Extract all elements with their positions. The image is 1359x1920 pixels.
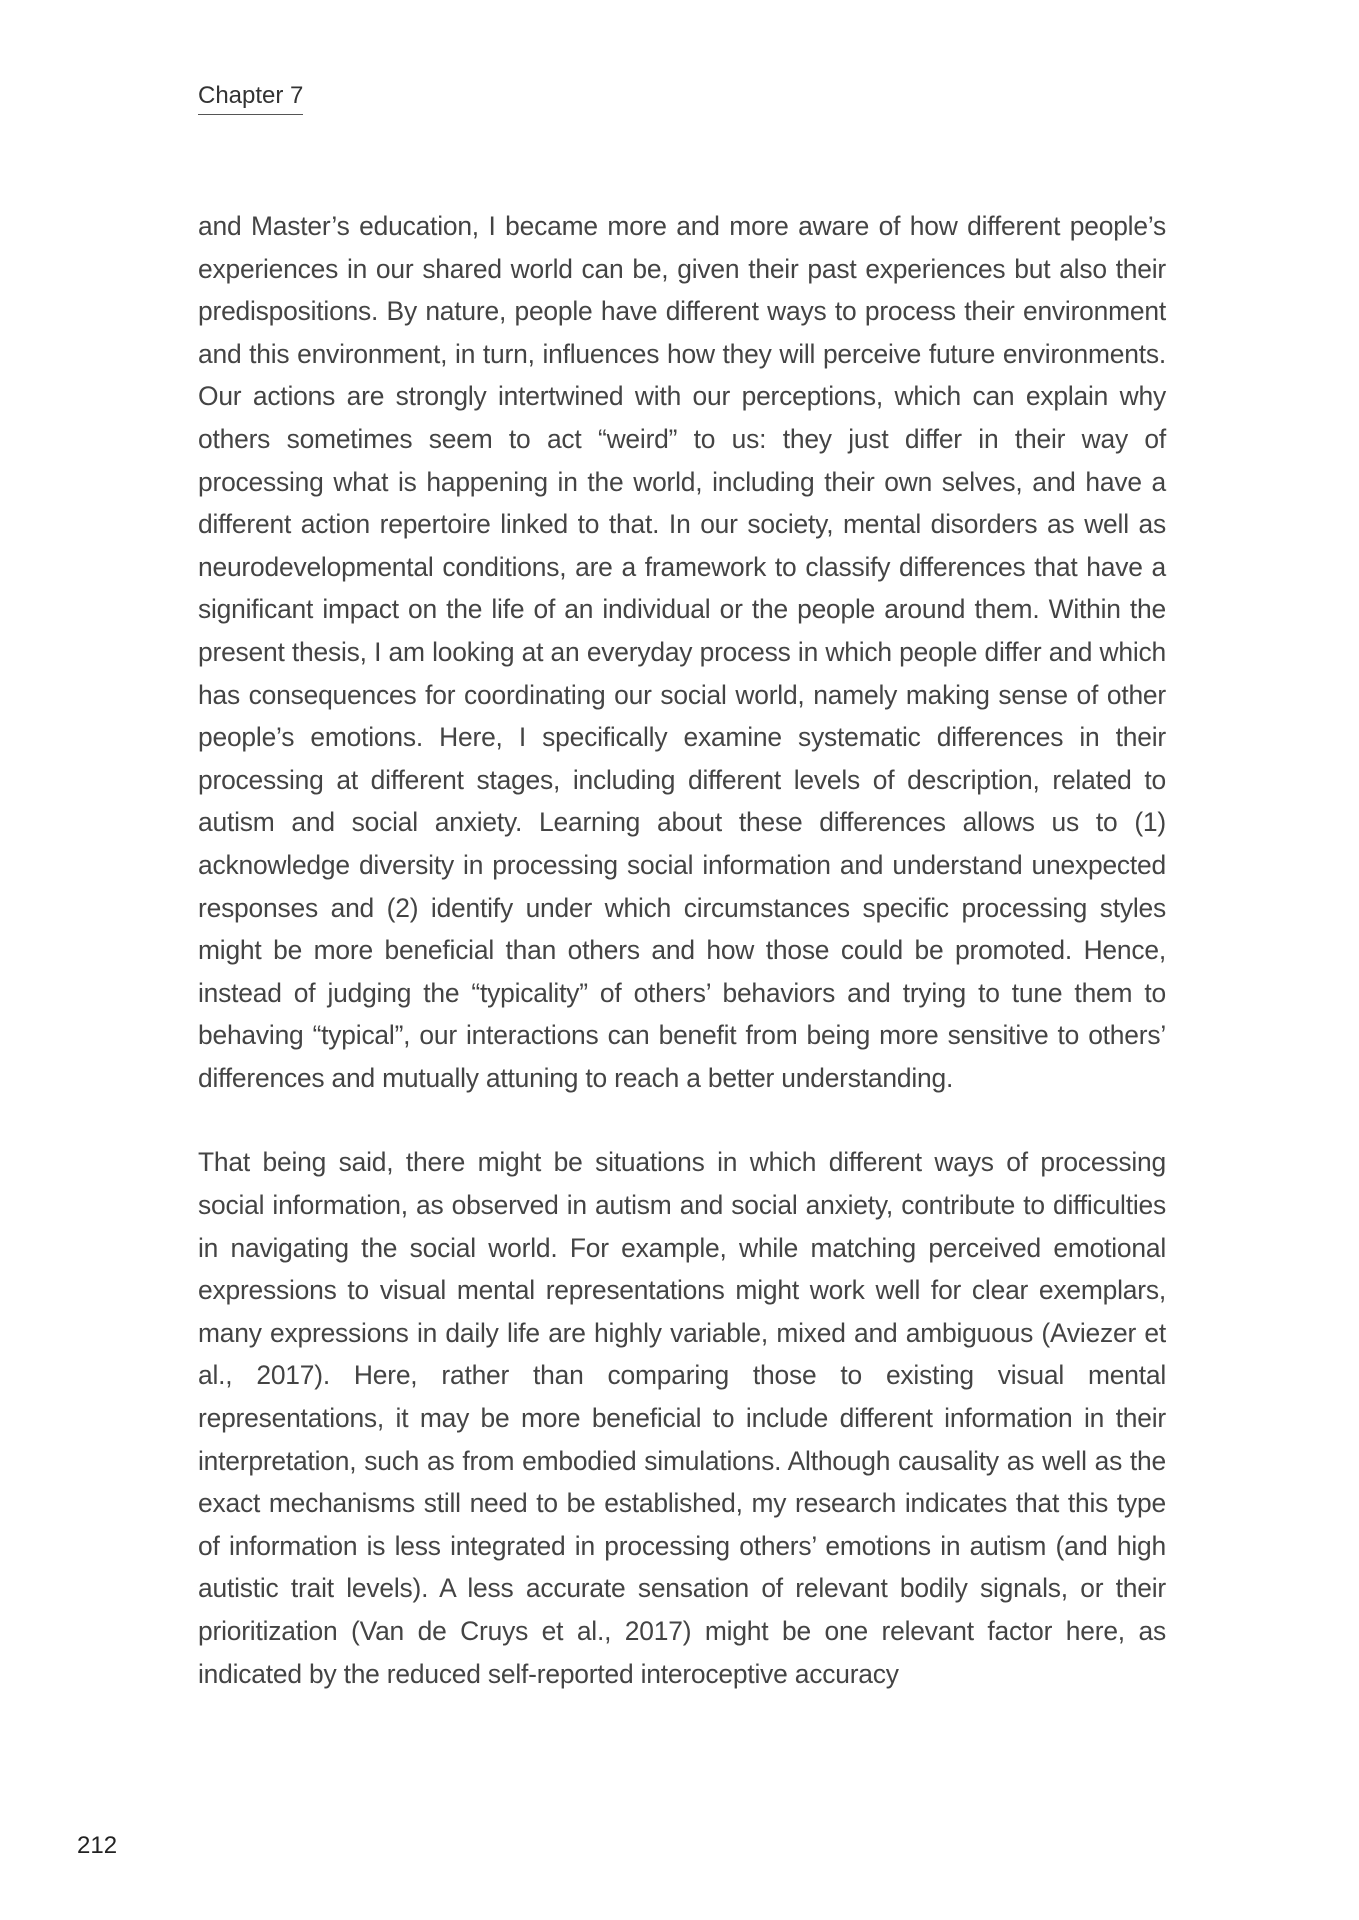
body-text <box>198 205 1166 1695</box>
running-head-chapter: Chapter 7 <box>198 82 303 115</box>
paragraph-2: That being said, there might be situations in which different ways of processing social information, as observed in autism and social anxiety, contribute to difficulties in navigating the social world. For example, while matching perceived emotional expressions to visual mental representations might work well for clear exemplars, many expressions in daily life are highly variable, mixed and ambiguous (Aviezer et al., 2017). Here, rather than comparing those to existing visual mental representations, it may be more beneficial to include different information in their interpretation, such as from embodied simulations. Although causality as well as the exact mechanisms still need to be established, my research indicates that this type of information is less integrated in processing others’ emotions in autism (and high autistic trait levels). A less accurate sensation of relevant bodily signals, or their prioritization (Van de Cruys et al., 2017) might be one relevant factor here, as indicated by the reduced self-reported interoceptive accuracy <box>198 1147 1166 1689</box>
page-number: 212 <box>77 1832 118 1859</box>
paragraph-1: and Master’s education, I became more and more aware of how different people’s experiences in our shared world can be, given their past experiences but also their predispositions. By nature, people have different ways to process their environment and this environment, in turn, influences how they will perceive future environments. Our actions are strongly intertwined with our perceptions, which can explain why others sometimes seem to act “weird” to us: they just differ in their way of processing what is happening in the world, including their own selves, and have a different action repertoire linked to that. In our society, mental disorders as well as neurodevelopmental conditions, are a framework to classify differences that have a significant impact on the life of an individual or the people around them. Within the present thesis, I am looking at an everyday process in which people differ and which has consequences for coordinating our social world, namely making sense of other people’s emotions. Here, I specifically examine systematic differences in their processing at different stages, including different levels of description, related to autism and social anxiety. Learning about these differences allows us to (1) acknowledge diversity in processing social information and understand unexpected responses and (2) identify under which circumstances specific processing styles might be more beneficial than others and how those could be promoted. Hence, instead of judging the “typicality” of others’ behaviors and trying to tune them to behaving “typical”, our interactions can benefit from being more sensitive to others’ differences and mutually attuning to reach a better understanding. <box>198 211 1166 1093</box>
